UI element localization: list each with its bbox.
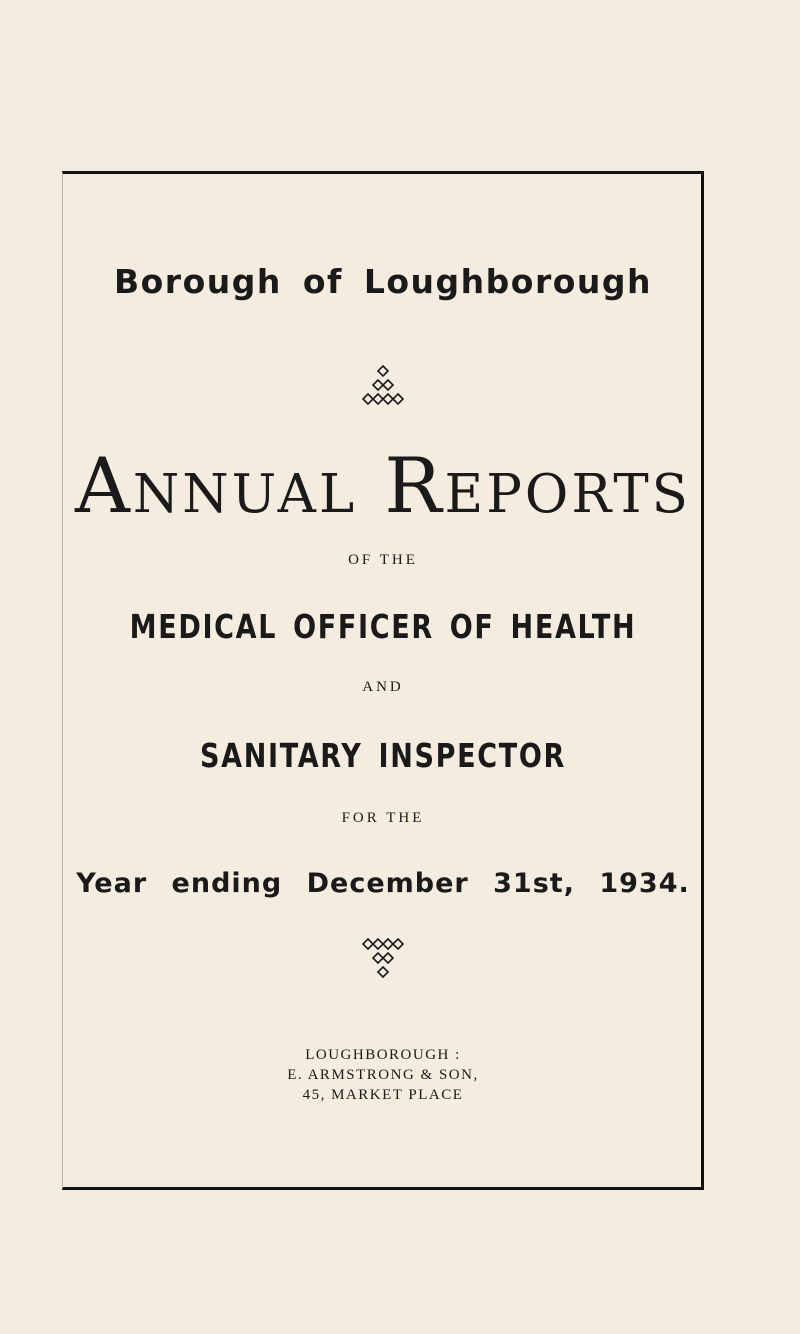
sanitary-inspector-heading: SANITARY INSPECTOR [200, 736, 566, 775]
borough-heading: Borough of Loughborough [113, 262, 653, 301]
diamond-pyramid-ornament-icon [62, 364, 704, 410]
inverted-diamond-pyramid-ornament-icon [62, 937, 704, 983]
year-ending-line: Year ending December 31st, 1934. [76, 868, 690, 899]
imprint-printer: E. ARMSTRONG & SON, [287, 1067, 479, 1083]
sanitary-inspector-heading-wrapper [62, 736, 704, 775]
of-the-label: OF THE [348, 552, 418, 568]
annual-reports-title: Annual Reports [75, 441, 691, 530]
medical-officer-heading: MEDICAL OFFICER OF HEALTH [129, 607, 637, 646]
medical-officer-heading-wrapper [62, 607, 704, 646]
for-the-label: FOR THE [341, 810, 425, 826]
imprint-address: 45, MARKET PLACE [302, 1087, 464, 1103]
and-label: AND [362, 679, 404, 695]
imprint-city: LOUGHBOROUGH : [305, 1047, 461, 1063]
